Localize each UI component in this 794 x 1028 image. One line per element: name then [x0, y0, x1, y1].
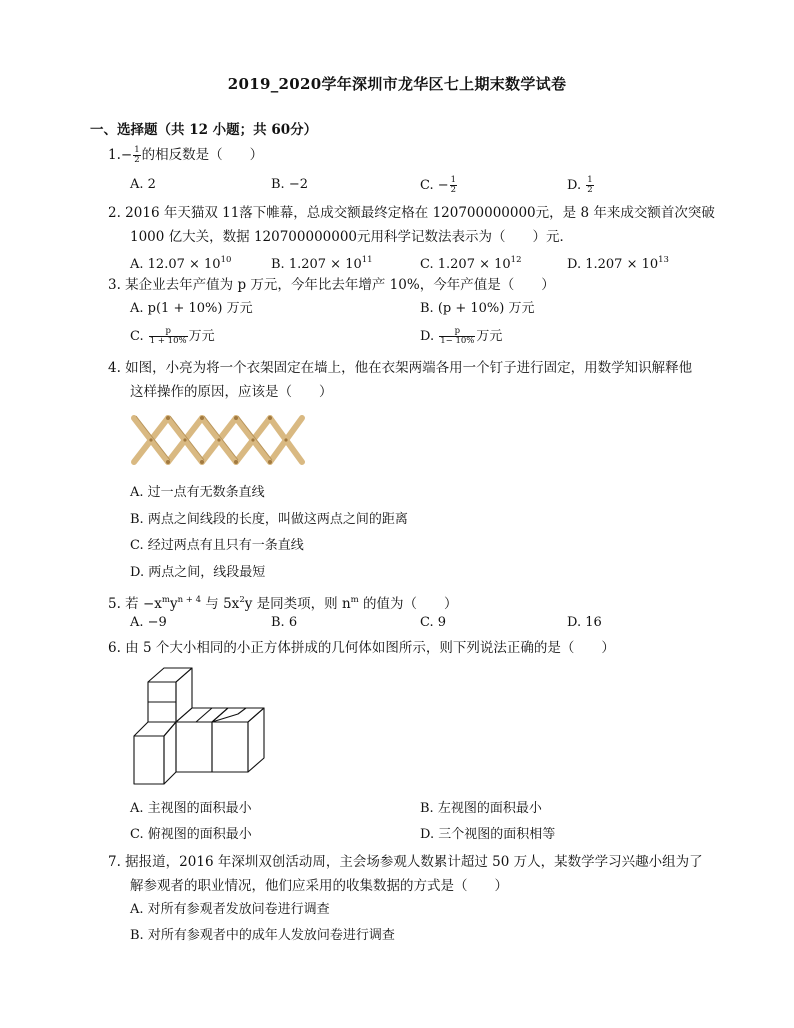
q5-stem: 5. 若 $-x^my^{n + 4}$ 与 $5x^2y$ 是同类项，则 $n^m$ 的值为（ ）: [108, 595, 458, 612]
q5-option-d: D. 16: [567, 615, 602, 630]
q2-option-b: B. $1.207 \times 10^{11}$: [271, 255, 373, 272]
q2-option-c: C. $1.207 \times 10^{12}$: [420, 255, 522, 272]
q7-option-a: A. 对所有参观者发放问卷进行调查: [130, 902, 330, 917]
q1-option-b: B. −2: [271, 177, 308, 192]
q3-line-1: 3. 某企业去年产值为 p 万元，今年比去年增产 10%，今年产值是（ ）: [108, 277, 555, 293]
q1-option-d: D. $\frac{1}{2}$: [567, 175, 593, 195]
q1-option-a: A. 2: [130, 177, 156, 192]
q6-option-b: B. 左视图的面积最小: [420, 801, 542, 816]
q6-option-d: D. 三个视图的面积相等: [420, 827, 556, 842]
coat-rack-image: [128, 410, 308, 470]
q2-line-1: 2. 2016 年天猫双 11落下帷幕，总成交额最终定格在 120700000000元，是 8 年来成交额首次突破: [108, 205, 715, 221]
q1-fraction: $\frac{1}{2}$: [134, 145, 140, 165]
q1-minus: −: [120, 147, 133, 163]
q5-option-b: B. 6: [271, 615, 298, 630]
q6-option-c: C. 俯视图的面积最小: [130, 827, 252, 842]
q1-number: 1.: [108, 147, 121, 163]
q3-option-d: D. $\frac{p}{1- 10\%}$ 万元: [420, 326, 503, 346]
q2-option-a: A. $12.07 \times 10^{10}$: [130, 255, 232, 272]
page-title: 2019_2020学年深圳市龙华区七上期末数学试卷: [227, 75, 567, 93]
q7-option-b: B. 对所有参观者中的成年人发放问卷进行调查: [130, 928, 395, 943]
q6-option-a: A. 主视图的面积最小: [130, 801, 252, 816]
q7-line-2: 解参观者的职业情况，他们应采用的收集数据的方式是（ ）: [130, 878, 508, 894]
q4-line-1: 4. 如图，小亮为将一个衣架固定在墙上，他在衣架两端各用一个钉子进行固定，用数学知识解释他: [108, 360, 693, 376]
q6-line-1: 6. 由 5 个大小相同的小正方体拼成的几何体如图所示，则下列说法正确的是（ ）: [108, 640, 615, 656]
q4-option-a: A. 过一点有无数条直线: [130, 485, 265, 500]
q3-option-c: C. $\frac{p}{1 + 10\%}$ 万元: [130, 326, 215, 346]
q4-option-b: B. 两点之间线段的长度，叫做这两点之间的距离: [130, 512, 408, 527]
q4-option-c: C. 经过两点有且只有一条直线: [130, 538, 304, 553]
q5-option-a: A. −9: [130, 615, 167, 630]
q2-line-2: 1000 亿大关，数据 120700000000元用科学记数法表示为（ ）元．: [130, 229, 574, 245]
q2-option-d: D. $1.207 \times 10^{13}$: [567, 255, 669, 272]
section-heading: 一、选择题（共 12 小题；共 60分）: [90, 122, 318, 138]
question-1: [108, 146, 263, 165]
q3-option-b: B. (p + 10%) 万元: [420, 301, 535, 316]
q7-line-1: 7. 据报道，2016 年深圳双创活动周，主会场参观人数累计超过 50 万人，某数学学习兴趣小组为了: [108, 854, 703, 870]
q5-option-c: C. 9: [420, 615, 447, 630]
q1-stem: 的相反数是（ ）: [141, 147, 264, 163]
q3-option-a: A. p(1 + 10%) 万元: [130, 301, 253, 316]
q1-option-c: C. − $\frac{1}{2}$: [420, 175, 457, 195]
q4-option-d: D. 两点之间，线段最短: [130, 565, 266, 580]
cube-solid-figure: [128, 664, 268, 788]
q4-line-2: 这样操作的原因，应该是（ ）: [130, 384, 333, 400]
